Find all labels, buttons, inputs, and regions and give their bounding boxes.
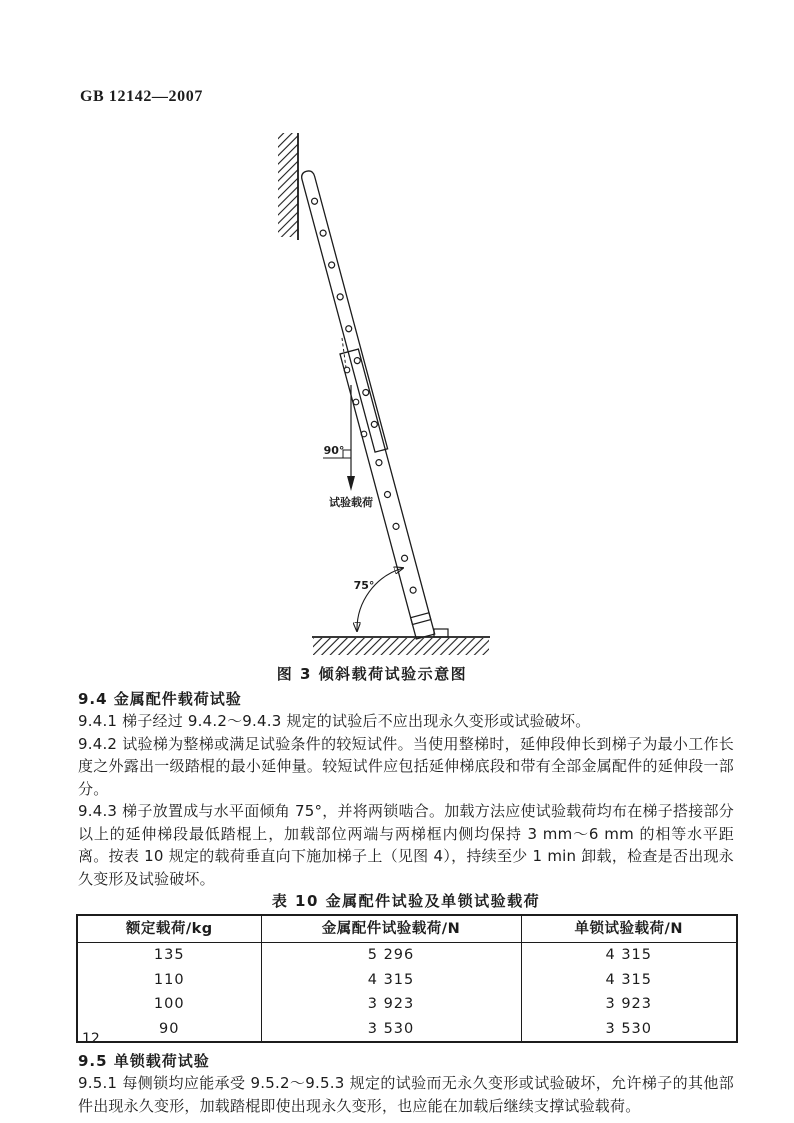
body-text-column bbox=[78, 663, 734, 1117]
table-cell: 3 923 bbox=[521, 992, 737, 1017]
angle-75-label: 75° bbox=[353, 579, 375, 592]
table-cell: 3 530 bbox=[261, 1017, 521, 1043]
figure-3-caption: 图 3 倾斜载荷试验示意图 bbox=[276, 665, 468, 683]
table-row bbox=[77, 1017, 737, 1043]
table-cell: 100 bbox=[153, 996, 185, 1012]
table-row bbox=[77, 968, 737, 993]
table-cell: 110 bbox=[153, 971, 185, 988]
wall-hatch bbox=[278, 133, 298, 237]
table-cell: 135 bbox=[153, 947, 185, 963]
ground-hatch bbox=[313, 638, 489, 655]
standard-number-header: GB 12142—2007 bbox=[80, 88, 203, 105]
section-heading-9-4: 9.4 金属配件载荷试验 bbox=[78, 690, 242, 708]
table-row bbox=[77, 943, 737, 968]
table-cell: 5 296 bbox=[261, 943, 521, 968]
test-load-label: 试验载荷 bbox=[329, 496, 373, 509]
table-cell: 4 315 bbox=[261, 968, 521, 993]
table-cell: 4 315 bbox=[521, 968, 737, 993]
table-header-rated-load: 额定载荷/kg bbox=[77, 915, 261, 943]
page-number: 12 bbox=[82, 1031, 100, 1047]
paragraph-9-4-1: 9.4.1 梯子经过 9.4.2～9.4.3 规定的试验后不应出现永久变形或试验破坏。 bbox=[78, 712, 591, 730]
foot-stop-block bbox=[434, 629, 448, 637]
table-row bbox=[77, 992, 737, 1017]
table-cell: 3 923 bbox=[261, 992, 521, 1017]
table-cell: 4 315 bbox=[521, 943, 737, 968]
bottom-rung-bar bbox=[411, 613, 431, 625]
angle-75-arc bbox=[357, 568, 403, 631]
table-header-single-lock-load: 单锁试验载荷/N bbox=[521, 915, 737, 943]
table-header-fitting-load: 金属配件试验载荷/N bbox=[261, 915, 521, 943]
paragraph-9-5-1: 9.5.1 每侧锁均应能承受 9.5.2～9.5.3 规定的试验而无永久变形或试验破坏，允许梯子的其他部件出现永久变形，加载踏棍即使出现永久变形，也应能在加载后继续支撑试验载荷。 bbox=[78, 1074, 734, 1115]
table-cell: 90 bbox=[159, 1020, 180, 1037]
paragraph-9-4-3: 9.4.3 梯子放置成与水平面倾角 75°，并将两锁啮合。加载方法应使试验载荷均布在梯子搭接部分以上的延伸梯段最低踏棍上，加载部位两端与两梯框内侧均保持 3 mm～6 mm 的相等水平距离。按表 10 规定的载荷垂直向下施加梯子上（见图 4），持续至少 1 min 卸载，检查是否出现永久变形及试验破坏。 bbox=[78, 802, 734, 888]
table-cell: 3 530 bbox=[521, 1017, 737, 1043]
load-arrow bbox=[323, 385, 355, 491]
ladder-base-section bbox=[340, 349, 435, 639]
paragraph-9-4-2: 9.4.2 试验梯为整梯或满足试验条件的较短试件。当使用整梯时，延伸段伸长到梯子为最小工作长度之外露出一级踏棍的最小延伸量。较短试件应包括延伸梯底段和带有全部金属配件的延伸段一部分。 bbox=[78, 734, 734, 798]
section-heading-9-5: 9.5 单锁载荷试验 bbox=[78, 1052, 210, 1070]
angle-90-label: 90° bbox=[323, 444, 345, 457]
table-header-row bbox=[77, 915, 737, 943]
table-10-caption: 表 10 金属配件试验及单锁试验载荷 bbox=[271, 892, 541, 910]
tilt-load-test-diagram bbox=[250, 120, 530, 660]
load-table bbox=[76, 914, 738, 1043]
